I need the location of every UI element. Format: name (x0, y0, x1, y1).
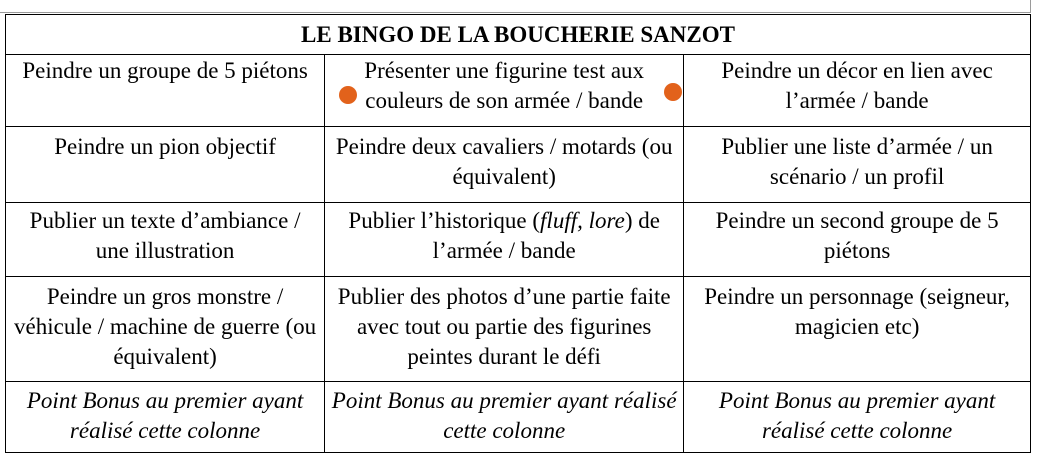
table-row (6, 55, 1031, 127)
bingo-cell: Peindre un second groupe de 5 piétons (684, 203, 1031, 277)
page-edge (0, 0, 1031, 13)
orange-dot-marker (339, 86, 357, 104)
orange-dot-marker (664, 83, 682, 101)
cell-text-italic: fluff, lore (540, 208, 625, 233)
table-row (6, 277, 1031, 382)
bingo-table (5, 14, 1031, 453)
bingo-cell: Présenter une figurine test aux couleurs de son armée / bande (325, 55, 684, 127)
bingo-cell: Peindre un pion objectif (6, 127, 325, 203)
bingo-cell: Peindre un gros monstre / véhicule / machine de guerre (ou équivalent) (6, 277, 325, 382)
bingo-cell: Peindre un groupe de 5 piétons (6, 55, 325, 127)
table-row (6, 382, 1031, 453)
bonus-cell: Point Bonus au premier ayant réalisé cette colonne (684, 382, 1031, 453)
bingo-cell: Publier une liste d’armée / un scénario / un profil (684, 127, 1031, 203)
cell-text-after: ) de l’armée / bande (432, 208, 660, 263)
cell-text-before: Publier l’historique ( (348, 208, 541, 233)
table-row (6, 127, 1031, 203)
title-row (6, 15, 1031, 55)
bingo-cell: Peindre un décor en lien avec l’armée / bande (684, 55, 1031, 127)
bingo-cell: Publier un texte d’ambiance / une illustration (6, 203, 325, 277)
bingo-cell: Publier des photos d’une partie faite avec tout ou partie des figurines peintes durant le défi (325, 277, 684, 382)
bingo-cell: Peindre un personnage (seigneur, magicien etc) (684, 277, 1031, 382)
bonus-cell: Point Bonus au premier ayant réalisé cette colonne (6, 382, 325, 453)
bonus-cell: Point Bonus au premier ayant réalisé cette colonne (325, 382, 684, 453)
table-row (6, 203, 1031, 277)
bingo-cell: Peindre deux cavaliers / motards (ou équivalent) (325, 127, 684, 203)
table-title: LE BINGO DE LA BOUCHERIE SANZOT (6, 15, 1031, 55)
bingo-cell (325, 203, 684, 277)
